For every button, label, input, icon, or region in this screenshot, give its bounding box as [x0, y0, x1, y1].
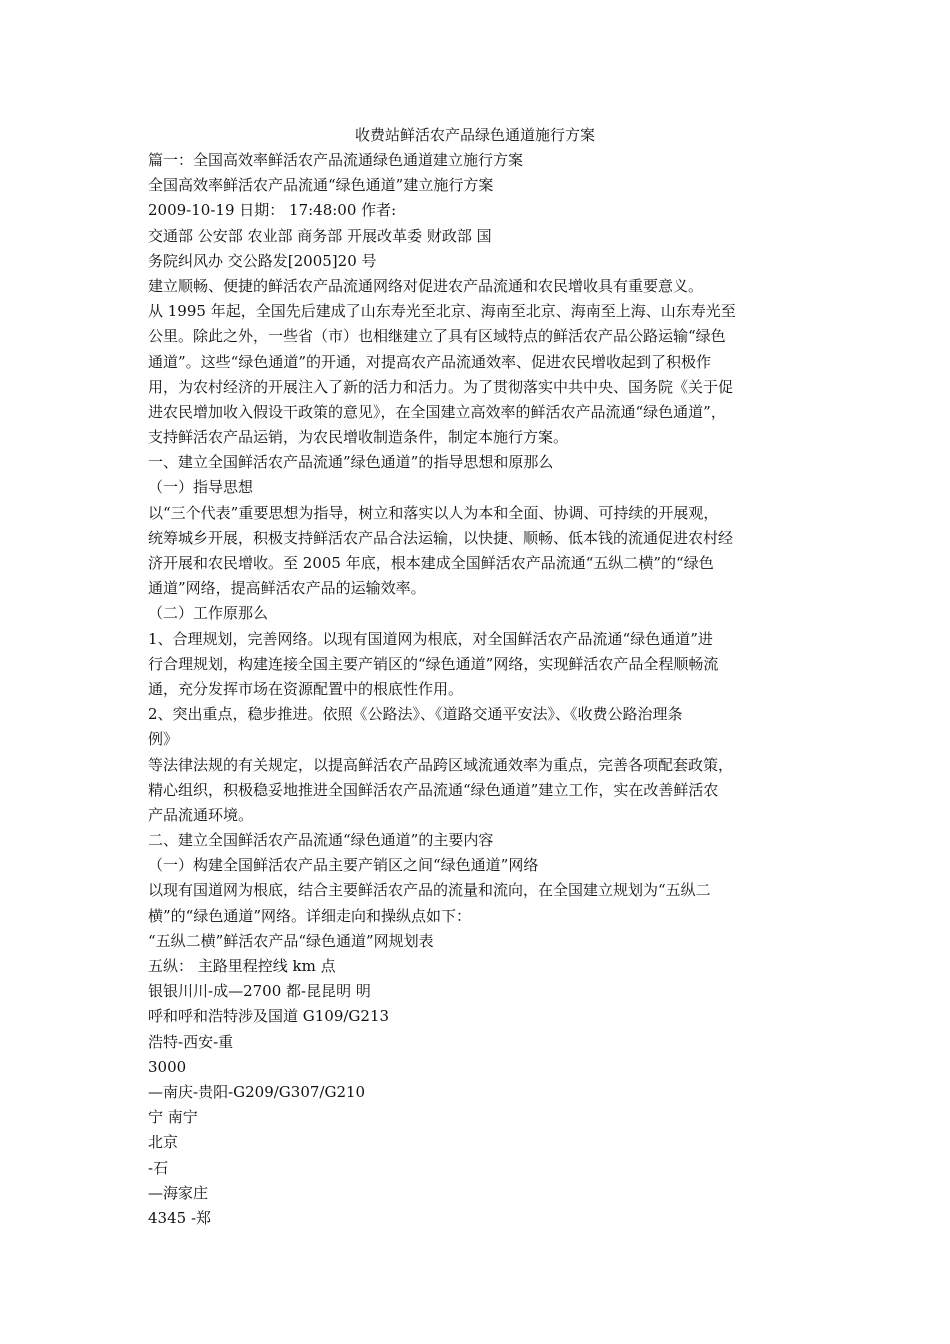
text-line: （一）指导思想	[148, 478, 254, 497]
text-line: 通道”网络，提高鲜活农产品的运输效率。	[148, 579, 426, 598]
text-line: —海家庄	[148, 1183, 209, 1202]
text-line: 支持鲜活农产品运销，为农民增收制造条件，制定本施行方案。	[148, 428, 569, 447]
text-line: 北京	[148, 1133, 179, 1152]
text-line: 行合理规划，构建连接全国主要产销区的“绿色通道”网络，实现鲜活农产品全程顺畅流	[148, 654, 719, 673]
text-line: 五纵： 主路里程控线 km 点	[148, 957, 336, 975]
text-line: （二）工作原那么	[148, 604, 269, 623]
text-line: 全国高效率鲜活农产品流通“绿色通道”建立施行方案	[148, 176, 494, 195]
text-line: 用，为农村经济的开展注入了新的活力和活力。为了贯彻落实中共中央、国务院《关于促	[148, 377, 734, 396]
text-line: 公里。除此之外，一些省（市）也相继建立了具有区域特点的鲜活农产品公路运输“绿色	[148, 327, 726, 346]
text-line: -石	[148, 1158, 169, 1177]
text-line: 呼和呼和浩特涉及国道 G109/G213	[148, 1007, 390, 1026]
text-line: 进农民增加收入假设干政策的意见》，在全国建立高效率的鲜活农产品流通“绿色通道”，	[148, 402, 726, 421]
text-line: 统筹城乡开展，积极支持鲜活农产品合法运输，以快捷、顺畅、低本钱的流通促进农村经	[148, 528, 734, 547]
text-line: 通道”。这些“绿色通道”的开通，对提高农产品流通效率、促进农民增收起到了积极作	[148, 352, 712, 371]
document-title: 收费站鲜活农产品绿色通道施行方案	[354, 126, 595, 144]
text-line: 从 1995 年起，全国先后建成了山东寿光至北京、海南至北京、海南至上海、山东寿光至	[148, 302, 736, 321]
text-line: 2009-10-19 日期： 17:48:00 作者:	[148, 201, 397, 220]
text-line: 篇一：全国高效率鲜活农产品流通绿色通道建立施行方案	[148, 151, 524, 169]
text-line: 一、建立全国鲜活农产品流通”绿色通道”的指导思想和原那么	[148, 453, 554, 472]
document-body	[148, 148, 813, 1231]
text-line: 2、突出重点，稳步推进。依照《公路法》、《道路交通平安法》、《收费公路治理条	[148, 705, 683, 724]
text-line: 通，充分发挥市场在资源配置中的根底性作用。	[148, 679, 464, 698]
text-line: 银银川川-成—2700 都-昆昆明 明	[148, 982, 371, 1001]
text-line: 建立顺畅、便捷的鲜活农产品流通网络对促进农产品流通和农民增收具有重要意义。	[148, 276, 704, 295]
text-line: 3000	[148, 1057, 187, 1076]
text-line: 以现有国道网为根底，结合主要鲜活农产品的流量和流向，在全国建立规划为“五纵二	[148, 881, 711, 900]
text-line: 浩特-西安-重	[148, 1032, 234, 1051]
text-line: 例》	[148, 730, 179, 749]
text-line: 二、建立全国鲜活农产品流通“绿色通道”的主要内容	[148, 831, 494, 850]
text-line: “五纵二横”鲜活农产品“绿色通道”网规划表	[148, 931, 434, 950]
text-line: 1、合理规划，完善网络。以现有国道网为根底，对全国鲜活农产品流通“绿色通道”进	[148, 629, 713, 648]
text-line: 4345 -郑	[148, 1208, 212, 1227]
text-line: （一）构建全国鲜活农产品主要产销区之间“绿色通道”网络	[148, 856, 539, 875]
text-line: 宁 南宁	[148, 1108, 198, 1127]
text-line: 等法律法规的有关规定，以提高鲜活农产品跨区域流通效率为重点，完善各项配套政策，	[148, 755, 734, 774]
text-line: 济开展和农民增收。至 2005 年底，根本建成全国鲜活农产品流通“五纵二横”的“绿色	[148, 554, 714, 572]
text-line: 交通部 公安部 农业部 商务部 开展改革委 财政部 国	[148, 226, 492, 245]
text-line: 产品流通环境。	[148, 805, 254, 824]
text-line: 精心组织，积极稳妥地推进全国鲜活农产品流通“绿色通道”建立工作，实在改善鲜活农	[148, 780, 719, 799]
text-line: —南庆-贵阳-G209/G307/G210	[148, 1082, 366, 1101]
text-line: 横”的“绿色通道”网络。详细走向和操纵点如下：	[148, 906, 472, 925]
text-line: 务院纠风办 交公路发[2005]20 号	[148, 251, 377, 270]
text-line: 以“三个代表”重要思想为指导，树立和落实以人为本和全面、协调、可持续的开展观，	[148, 503, 719, 522]
